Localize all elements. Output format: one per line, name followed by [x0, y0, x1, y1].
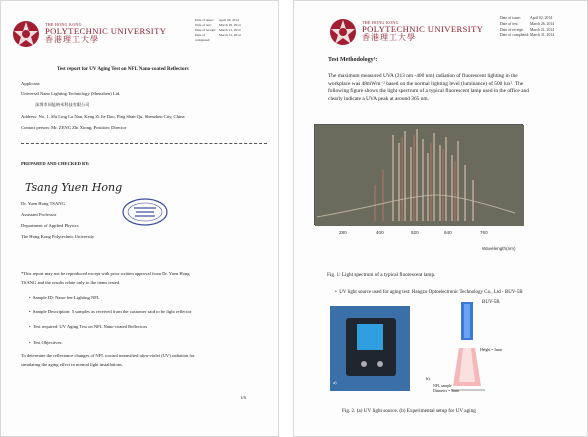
bullet-item: • Sample ID: Nano-fen-Lighting NFL: [29, 295, 100, 300]
signature: Tsang Yuen Hong: [25, 181, 123, 194]
report-title: Test report for UV Aging Test on NFL Nano-coated Reflectors: [57, 67, 189, 72]
meta-key: Date of test:: [500, 21, 519, 26]
polyu-crest-icon: [328, 17, 358, 47]
device-knob: [360, 360, 368, 368]
axis-tick: 760: [480, 230, 488, 235]
methodology-paragraph: [328, 73, 529, 103]
meta-value: March 21, 2014: [530, 27, 555, 32]
meta-key: Date of receipt:: [195, 28, 217, 32]
page-gap: [281, 0, 291, 437]
paragraph-line: The maximum measured UVA (313 nm -400 nm) radiation of fluorescent lighting in the: [328, 73, 518, 79]
meta-key: Date of completed:: [195, 33, 211, 42]
setup-sample-label-2: Diameter = 3mm: [433, 389, 459, 393]
meta-key: Date of receipt:: [500, 27, 524, 32]
bullet-text: Test required: UV Aging Test on NFL Nano-coated Reflectors: [32, 324, 147, 329]
axis-tick: 400: [376, 230, 384, 235]
paragraph-line: clearly indicate a UVA peak at around 365 nm.: [328, 95, 429, 102]
uv-source-line: • UV light source used for aging test: Hangzo Optoelectronic Technology Co., Ltd - BUV-5B: [335, 290, 523, 295]
meta-key: Date of issue:: [195, 18, 214, 22]
spectrum-photo: [314, 124, 523, 225]
university-name-cn: 香港理工大學: [362, 33, 416, 43]
paragraph-line: workplace was 48mWm⁻² based on the normal lighting level (luminance) of 500 lux¹. The: [328, 80, 524, 87]
methodology-heading: Test Methodology¹:: [328, 57, 378, 63]
bullet-text: Sample Description: 5 samples as received from the customer said to be light reflector: [32, 309, 192, 314]
bullet-item: • Sample Description: 5 samples as received from the customer said to be light reflector: [29, 309, 192, 314]
photo-label-b: b): [426, 376, 430, 381]
disclaimer-line-2: TSANG and the results relate only to the items tested.: [21, 280, 121, 285]
setup-sample-label-1: NFL sample: [433, 384, 452, 388]
meta-value: March 31, 2014: [219, 33, 241, 37]
contact-person: Contact person: Mr. ZENG Zhi Xiong; Position: Director: [21, 125, 127, 130]
axis-tick: 280: [339, 230, 347, 235]
section-divider: [21, 143, 267, 144]
university-name-small: THE HONG KONG: [45, 22, 82, 28]
meta-key: Date of issue:: [500, 16, 521, 20]
bullet-text: Sample ID: Nano-fen-Lighting NFL: [32, 295, 100, 300]
applicant-name: Universal Nano Lighting Technology (Shenzhen) Ltd.: [21, 91, 121, 96]
meta-value: March 21, 2014: [219, 28, 241, 32]
polyu-logo: [11, 19, 166, 49]
paragraph-line: following figure shows the light spectrum of a typical fluorescent lamp used in the office and: [328, 88, 529, 95]
meta-value: March 26, 2014: [219, 23, 241, 27]
polyu-logo: [328, 17, 483, 47]
applicant-label: Applicant:: [21, 81, 41, 86]
meta-value: March 26, 2014: [530, 21, 555, 26]
meta-value: April 02, 2014: [530, 16, 553, 20]
signer-institution: The Hong Kong Polytechnic University: [21, 234, 95, 239]
objective-line-2: simulating the aging effect in normal light installations.: [21, 362, 123, 367]
university-name: POLYTECHNIC UNIVERSITY: [45, 26, 167, 37]
axis-tick: 640: [444, 230, 452, 235]
university-name-cn: 香港理工大學: [45, 35, 99, 45]
setup-height-label: Height = 5mm: [480, 348, 503, 352]
report-dates: [195, 18, 241, 43]
page-number: 1/6: [240, 395, 246, 400]
bullet-item: • Test Objectives:: [29, 340, 63, 345]
applicant-name-cn: 深圳市同能納米科技有限公司: [35, 102, 90, 107]
applicant-address: Address: No. 1, Shi Ling Lu Nan, Keng Zi Jie Dao, Ping Shan Qu, Shenzhen City, China: [21, 114, 185, 119]
report-dates: [500, 16, 554, 39]
department-stamp: [121, 197, 169, 232]
photo-label-a: a): [333, 380, 337, 385]
setup-lamp-label: BUV-5B: [482, 300, 500, 305]
bullet-item: • Test required: UV Aging Test on NFL Nano-coated Reflectors: [29, 324, 147, 329]
uv-source-text: UV light source used for aging test: Hangzo Optoelectronic Technology Co., Ltd - BUV-5B: [339, 290, 523, 295]
uv-device-screen: [357, 324, 383, 350]
meta-value: March 31, 2014: [530, 33, 555, 38]
prepared-by: PREPARED AND CHECKED BY:: [21, 161, 90, 166]
university-name: POLYTECHNIC UNIVERSITY: [362, 24, 484, 35]
meta-value: April 02, 2014: [219, 18, 239, 22]
figure-1-caption: Fig. 1: Light spectrum of a typical fluorescent lamp.: [327, 272, 436, 278]
axis-tick: 520: [411, 230, 419, 235]
university-name-small: THE HONG KONG: [362, 20, 399, 26]
meta-key: Date of completed:: [500, 33, 530, 38]
signer-department: Department of Applied Physics: [21, 223, 79, 228]
report-page-1: [0, 0, 279, 437]
device-knob: [376, 360, 384, 368]
meta-key: Date of test:: [195, 23, 212, 27]
bullet-text: Test Objectives:: [32, 340, 63, 345]
polyu-crest-icon: [11, 19, 41, 49]
signer-title: Assistant Professor: [21, 212, 57, 217]
disclaimer-line-1: *This report may not be reproduced except with prior written approval from Dr. Yuen Hong: [21, 271, 190, 276]
signer-name: Dr. Yuen Hong TSANG: [21, 201, 65, 206]
axis-label: Wavelength(nm): [482, 246, 516, 251]
figure-2-caption: Fig. 2. (a) UV light source. (b) Experimental setup for UV aging: [342, 408, 476, 414]
objective-line-1: To determine the reflectance changes of NFL toward intensified ultra-violet (UV) radiation for: [21, 353, 195, 358]
